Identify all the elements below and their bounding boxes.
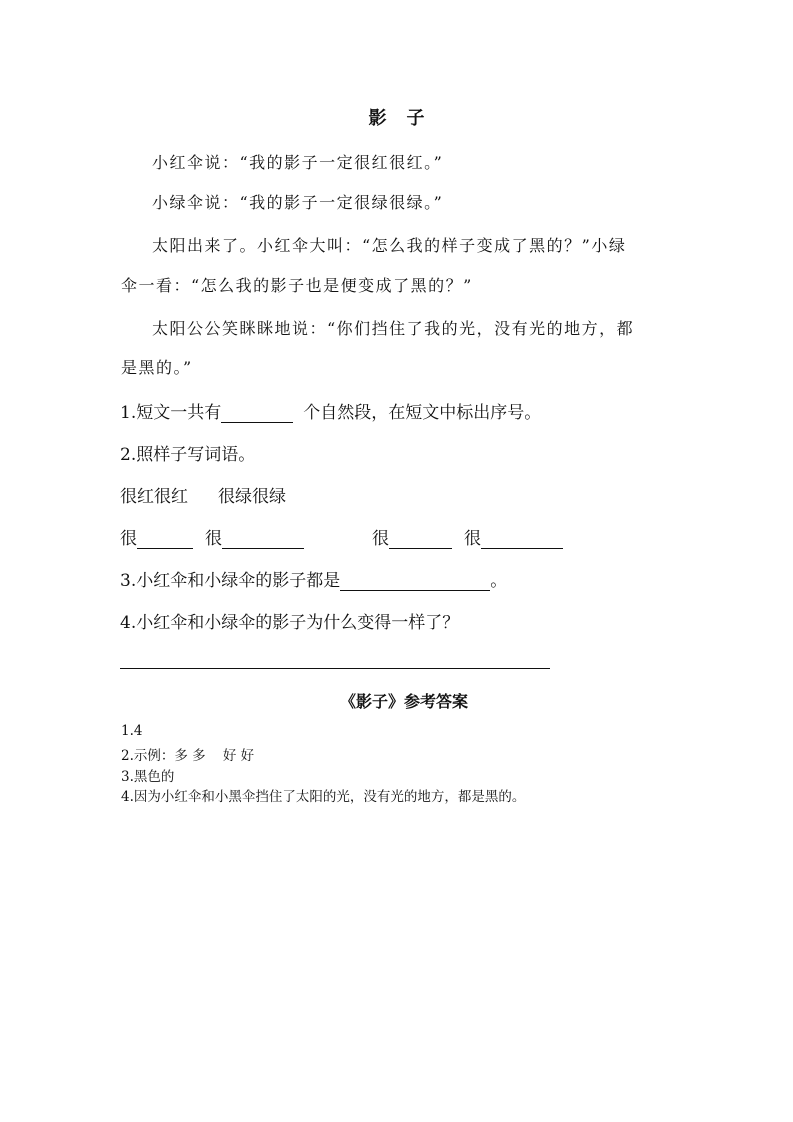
question-3-prefix: 3.小红伞和小绿伞的影子都是 — [120, 571, 341, 591]
blank-1[interactable] — [137, 530, 193, 549]
question-2-blanks-2 — [372, 524, 563, 549]
blank-4-char: 很 — [464, 529, 481, 549]
answers-title: 《影子》参考答案 — [339, 692, 468, 711]
question-4-answer-line[interactable] — [120, 668, 550, 669]
blank-1-char: 很 — [120, 529, 137, 549]
blank-4[interactable] — [481, 530, 563, 549]
question-2: 2.照样子写词语。 — [120, 445, 256, 465]
paragraph-2: 小绿伞说：“我的影子一定很绿很绿。” — [152, 193, 444, 212]
paragraph-3-line-1: 太阳出来了。小红伞大叫：“怎么我的样子变成了黑的？”小绿 — [152, 236, 627, 255]
example-word-1: 很红很红 — [120, 487, 188, 507]
answer-4: 4.因为小红伞和小黑伞挡住了太阳的光，没有光的地方，都是黑的。 — [121, 789, 526, 805]
question-3 — [120, 566, 507, 591]
question-3-suffix: 。 — [490, 571, 508, 591]
paragraph-1: 小红伞说：“我的影子一定很红很红。” — [152, 153, 444, 172]
answer-3: 3.黑色的 — [121, 769, 175, 785]
example-word-2: 很绿很绿 — [218, 487, 286, 507]
question-1-prefix: 1.短文一共有 — [120, 403, 222, 423]
question-2-blanks-1 — [120, 524, 304, 549]
paragraph-3-line-2: 伞一看：“怎么我的影子也是便变成了黑的？” — [121, 276, 473, 295]
story-title: 影子 — [368, 108, 445, 129]
question-1-suffix: 个自然段，在短文中标出序号。 — [303, 403, 542, 423]
paragraph-4-line-1: 太阳公公笑眯眯地说：“你们挡住了我的光，没有光的地方，都 — [152, 319, 635, 338]
question-4: 4.小红伞和小绿伞的影子为什么变得一样了？ — [120, 613, 460, 633]
blank-3-char: 很 — [372, 529, 389, 549]
blank-2-char: 很 — [205, 529, 222, 549]
blank-2[interactable] — [222, 530, 304, 549]
answer-2: 2.示例：多 多 好 好 — [121, 748, 255, 764]
question-3-blank[interactable] — [340, 572, 490, 591]
blank-3[interactable] — [389, 530, 452, 549]
question-1 — [120, 398, 541, 423]
question-2-examples — [120, 482, 286, 507]
answer-1: 1.4 — [121, 723, 143, 739]
paragraph-4-line-2: 是黑的。” — [121, 358, 193, 377]
question-1-blank[interactable] — [221, 404, 293, 423]
